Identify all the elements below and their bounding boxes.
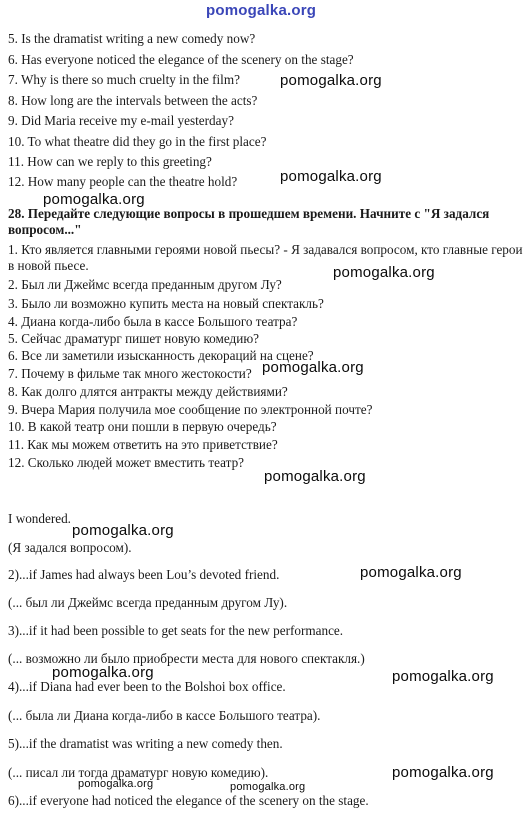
watermark: pomogalka.org bbox=[43, 191, 145, 208]
watermark: pomogalka.org bbox=[230, 781, 306, 793]
watermark: pomogalka.org bbox=[280, 168, 382, 185]
exercise-heading: 28. Передайте следующие вопросы в прошедшем времени. Начните с "Я задался вопросом..." bbox=[8, 206, 490, 237]
russian-item-2: 2. Был ли Джеймс всегда преданным другом Лу? bbox=[8, 277, 282, 292]
english-question-6: 6. Has everyone noticed the elegance of the scenery on the stage? bbox=[8, 52, 354, 67]
watermark: pomogalka.org bbox=[360, 564, 462, 581]
english-question-11: 11. How can we reply to this greeting? bbox=[8, 154, 212, 169]
watermark-top: pomogalka.org bbox=[206, 2, 317, 19]
answer-intro-translation: (Я задался вопросом). bbox=[8, 540, 132, 555]
answer-3-translation: (... возможно ли было приобрести места для нового спектакля.) bbox=[8, 651, 365, 666]
watermark: pomogalka.org bbox=[392, 764, 494, 781]
russian-item-7: 7. Почему в фильме так много жестокости? bbox=[8, 366, 252, 381]
answer-6: 6)...if everyone had noticed the elegance of the scenery on the stage. bbox=[8, 793, 369, 808]
answer-5: 5)...if the dramatist was writing a new comedy then. bbox=[8, 736, 283, 751]
russian-item-3: 3. Было ли возможно купить места на новый спектакль? bbox=[8, 296, 324, 311]
watermark: pomogalka.org bbox=[72, 522, 174, 539]
watermark: pomogalka.org bbox=[262, 359, 364, 376]
russian-item-4: 4. Диана когда-либо была в кассе Большого театра? bbox=[8, 314, 298, 329]
russian-item-11: 11. Как мы можем ответить на это приветствие? bbox=[8, 437, 278, 452]
russian-item-6: 6. Все ли заметили изысканность декораций на сцене? bbox=[8, 348, 314, 363]
answer-4: 4)...if Diana had ever been to the Bolshoi box office. bbox=[8, 679, 286, 694]
english-question-8: 8. How long are the intervals between the acts? bbox=[8, 93, 258, 108]
answer-3: 3)...if it had been possible to get seats for the new performance. bbox=[8, 623, 344, 638]
watermark: pomogalka.org bbox=[333, 264, 435, 281]
russian-item-10: 10. В какой театр они пошли в первую очередь? bbox=[8, 419, 277, 434]
answer-4-translation: (... была ли Диана когда-либо в кассе Большого театра). bbox=[8, 708, 321, 723]
russian-item-12: 12. Сколько людей может вместить театр? bbox=[8, 455, 245, 470]
english-question-7: 7. Why is there so much cruelty in the film? bbox=[8, 72, 240, 87]
watermark: pomogalka.org bbox=[392, 668, 494, 685]
russian-item-1: 1. Кто является главными героями новой пьесы? - Я задавался вопросом, кто главные герои в новой пьесе. bbox=[8, 242, 523, 273]
english-question-5: 5. Is the dramatist writing a new comedy now? bbox=[8, 31, 256, 46]
answer-intro: I wondered. bbox=[8, 511, 71, 526]
russian-item-9: 9. Вчера Мария получила мое сообщение по электронной почте? bbox=[8, 402, 373, 417]
watermark: pomogalka.org bbox=[78, 778, 154, 790]
watermark: pomogalka.org bbox=[52, 664, 154, 681]
watermark: pomogalka.org bbox=[280, 72, 382, 89]
answer-5-translation: (... писал ли тогда драматург новую комедию). bbox=[8, 765, 269, 780]
watermark: pomogalka.org bbox=[264, 468, 366, 485]
english-question-9: 9. Did Maria receive my e-mail yesterday? bbox=[8, 113, 234, 128]
answer-2: 2)...if James had always been Lou’s devoted friend. bbox=[8, 567, 280, 582]
russian-item-5: 5. Сейчас драматург пишет новую комедию? bbox=[8, 331, 260, 346]
russian-item-8: 8. Как долго длятся антракты между действиями? bbox=[8, 384, 288, 399]
english-question-12: 12. How many people can the theatre hold? bbox=[8, 174, 238, 189]
english-question-10: 10. To what theatre did they go in the first place? bbox=[8, 134, 267, 149]
answer-2-translation: (... был ли Джеймс всегда преданным другом Лу). bbox=[8, 595, 288, 610]
